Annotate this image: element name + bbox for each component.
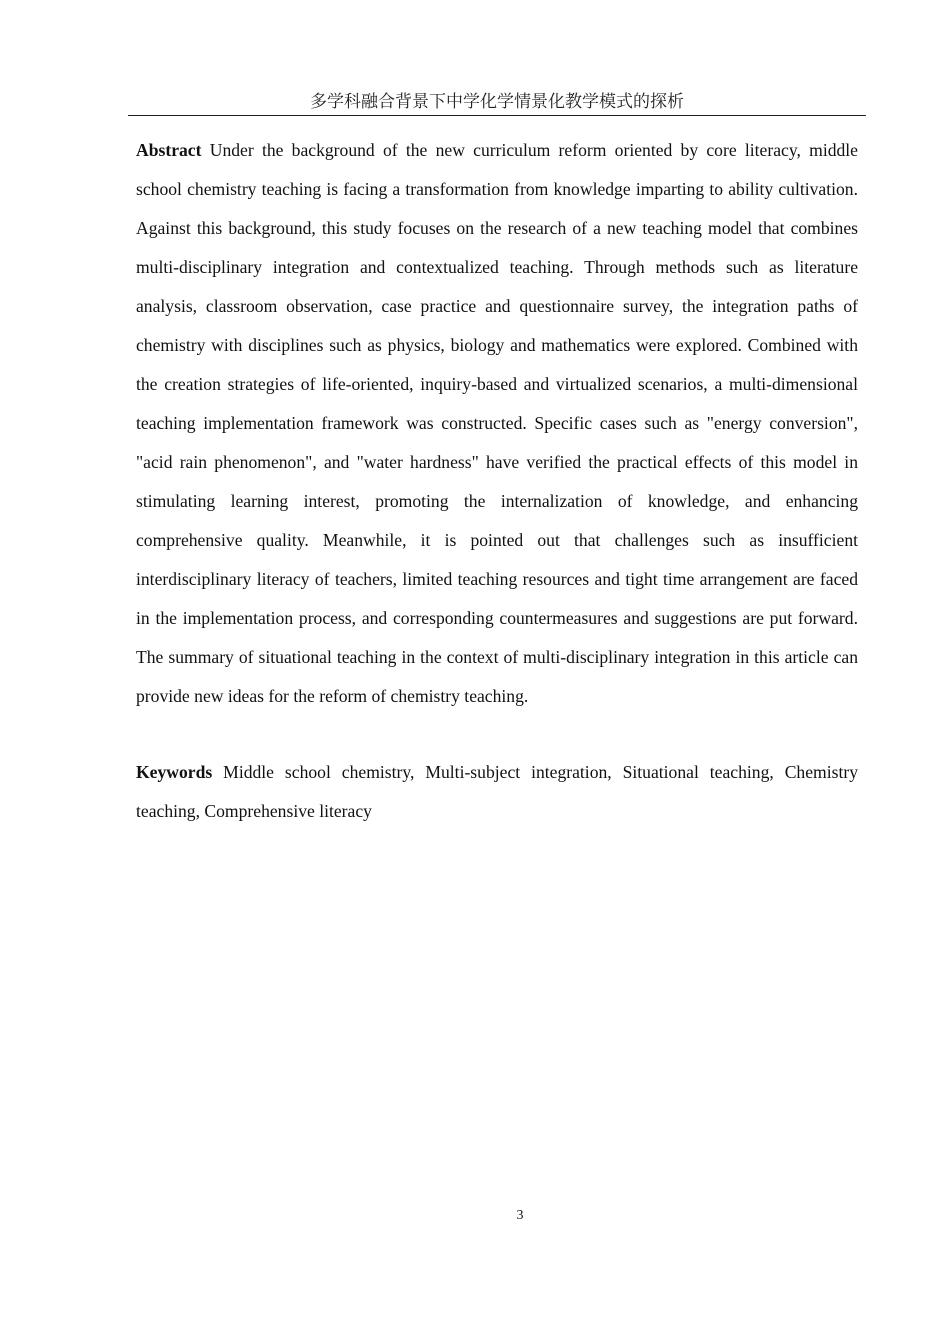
abstract-paragraph [136,131,858,716]
running-header: 多学科融合背景下中学化学情景化教学模式的探析 [310,92,684,112]
keywords-label: Keywords [136,762,213,782]
page-number: 3 [516,1208,524,1223]
keywords-paragraph [136,753,858,831]
abstract-text: Under the background of the new curriculum reform oriented by core literacy, middle school chemistry teaching is facing a transformation from knowledge imparting to ability cultivation. Against this background, this study focuses on the research of a new teaching model that combines multi-disciplinary integration and contextualized teaching. Through methods such as literature analysis, classroom observation, case practice and questionnaire survey, the integration paths of chemistry with disciplines such as physics, biology and mathematics were explored. Combined with the creation strategies of life-oriented, inquiry-based and virtualized scenarios, a multi-dimensional teaching implementation framework was constructed. Specific cases such as "energy conversion", "acid rain phenomenon", and "water hardness" have verified the practical effects of this model in stimulating learning interest, promoting the internalization of knowledge, and enhancing comprehensive quality. Meanwhile, it is pointed out that challenges such as insufficient interdisciplinary literacy of teachers, limited teaching resources and tight time arrangement are faced in the implementation process, and corresponding countermeasures and suggestions are put forward. The summary of situational teaching in the context of multi-disciplinary integration in this article can provide new ideas for the reform of chemistry teaching. [136,140,858,706]
abstract-label: Abstract [136,140,202,160]
keywords-text: Middle school chemistry, Multi-subject integration, Situational teaching, Chemistry teaching, Comprehensive literacy [136,762,859,821]
header-rule [128,115,866,116]
